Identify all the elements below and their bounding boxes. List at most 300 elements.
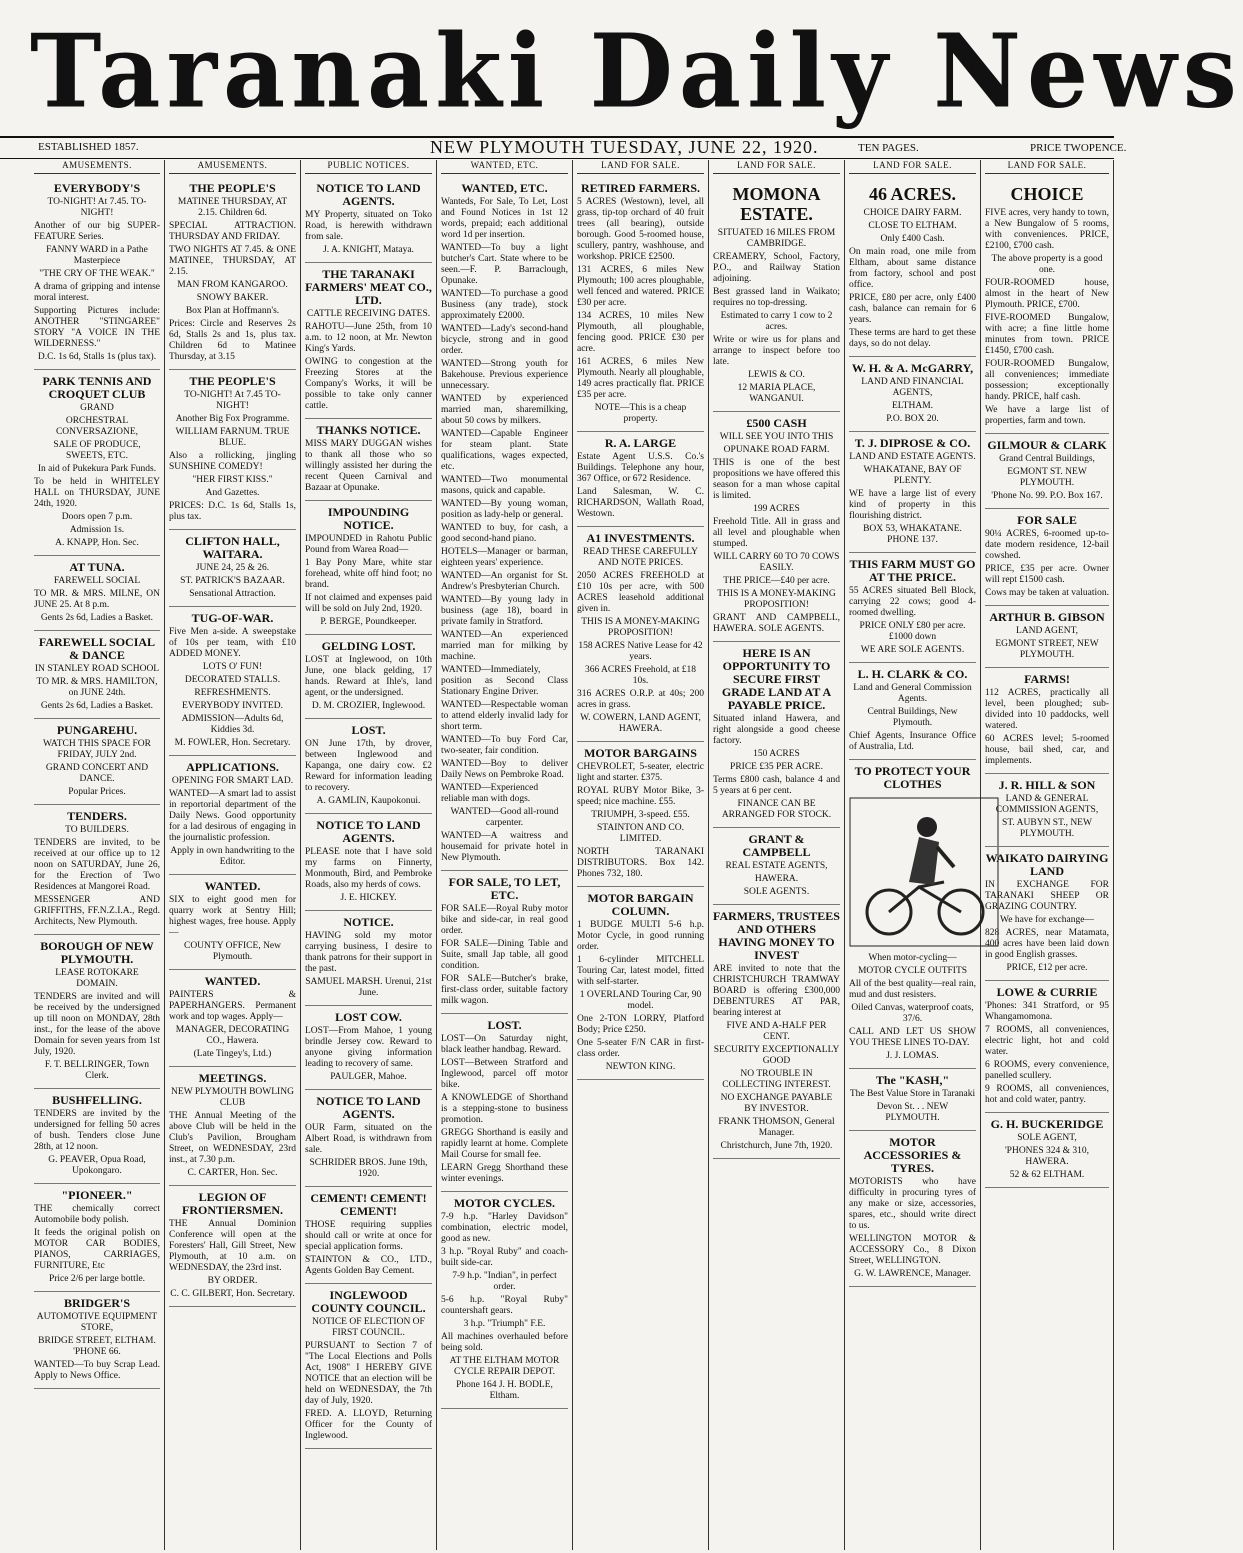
advertisement: [305, 635, 432, 719]
advertisement: [713, 642, 840, 828]
ad-title: CLIFTON HALL, WAITARA.: [185, 534, 280, 561]
ad-text: P. BERGE, Poundkeeper.: [320, 617, 417, 627]
ad-text: FRED. A. LLOYD, Returning Officer for the County of Inglewood.: [305, 1409, 432, 1441]
ad-text: D. M. CROZIER, Inglewood.: [311, 701, 426, 711]
ad-text: LOST—Between Stratford and Inglewood, parcel off motor bike.: [441, 1058, 568, 1090]
ad-text: It feeds the original polish on MOTOR CAR BODIES, PIANOS, CARRIAGES, FURNITURE, Etc: [34, 1228, 160, 1271]
ad-text: NOTE—This is a cheap property.: [594, 403, 687, 424]
ad-text: TENDERS are invited and will be received by the undersigned up till noon on MONDAY, 28th inst., for the lease of the above Domain for seven years from 1st July, 1920.: [34, 992, 160, 1057]
ad-title: MOTOR BARGAIN COLUMN.: [587, 891, 694, 918]
ad-text: WANTED—Two monumental masons, quick and capable.: [441, 475, 568, 496]
ad-title: MOTOR ACCESSORIES & TYRES.: [863, 1135, 962, 1175]
ad-text: WANTED—Good all-round carpenter.: [450, 807, 559, 828]
ad-text: WANTED—To purchase a good Business (any trade), stock approximately £2000.: [441, 289, 568, 321]
column-3: [301, 160, 437, 1550]
advertisement: [577, 742, 704, 887]
advertisement: [169, 177, 296, 370]
ad-text: 9 ROOMS, all conveniences, hot and cold water, pantry.: [985, 1084, 1109, 1105]
ad-text: We have a large list of properties, farm and town.: [985, 405, 1109, 426]
ad-text: WANTED—Strong youth for Bakehouse. Previous experience unnecessary.: [441, 359, 568, 391]
ad-title: THIS FARM MUST GO AT THE PRICE.: [849, 557, 976, 584]
ad-title: WANTED.: [204, 974, 261, 988]
ad-text: A drama of gripping and intense moral interest.: [34, 282, 160, 303]
ad-text: 161 ACRES, 6 miles New Plymouth. Nearly all ploughable, 149 acres practically flat. PRICE £35 per acre.: [577, 357, 704, 400]
ad-title: LOWE & CURRIE: [996, 985, 1098, 999]
ad-text: Estate Agent U.S.S. Co.'s Buildings. Telephone any hour, 367 Office, or 672 Residence.: [577, 452, 704, 484]
advertisement: [577, 887, 704, 1080]
advertisement: [713, 828, 840, 905]
ad-text: LOST at Inglewood, on 10th June, one black gelding, 17 hands. Reward at Ihle's, land agent, or the undersigned.: [305, 655, 432, 698]
advertisement: [985, 774, 1109, 847]
ad-text: 3 h.p. "Royal Ruby" and coach-built side-car.: [441, 1247, 568, 1268]
ad-title: INGLEWOOD COUNTY COUNCIL.: [311, 1288, 426, 1315]
ad-title: EVERYBODY'S: [53, 181, 141, 195]
ad-text: WHAKATANE, BAY OF PLENTY.: [863, 465, 962, 486]
ad-title: AT TUNA.: [69, 560, 125, 574]
ad-text: TENDERS are invited, to be received at our office up to 12 noon on SATURDAY, June 26, for the Erection of Two Residences at Mangorei Road.: [34, 838, 160, 892]
ad-text: FOR SALE—Butcher's brake, first-class order, suitable factory milk wagon.: [441, 974, 568, 1006]
advertisement: [34, 370, 160, 556]
column-header: LAND FOR SALE.: [849, 160, 976, 174]
ad-text: 1 OVERLAND Touring Car, 90 model.: [579, 990, 702, 1011]
ad-text: CREAMERY, School, Factory, P.O., and Railway Station adjoining.: [713, 252, 840, 284]
page-count: TEN PAGES.: [858, 142, 919, 154]
ad-text: 134 ACRES, 10 miles New Plymouth, all ploughable, fencing good. PRICE £30 per acre.: [577, 311, 704, 354]
ad-text: Phone 164 J. H. BODLE, Eltham.: [456, 1380, 553, 1401]
ad-text: LAND AND ESTATE AGENTS.: [849, 452, 976, 462]
advertisement: [169, 875, 296, 970]
ad-text: RAHOTU—June 25th, from 10 a.m. to 12 noon, at Mr. Newton King's Yards.: [305, 322, 432, 354]
ad-text: SOLE AGENT,: [1017, 1133, 1077, 1143]
ad-text: LEWIS & CO.: [748, 370, 805, 380]
ad-text: WILLIAM FARNUM. TRUE BLUE.: [175, 427, 290, 448]
ad-title: BUSHFELLING.: [52, 1093, 142, 1107]
ad-title: WANTED.: [204, 879, 261, 893]
ad-title: THE TARANAKI FARMERS' MEAT CO., LTD.: [305, 267, 432, 307]
ad-text: A. KNAPP, Hon. Sec.: [55, 538, 139, 548]
ad-text: 52 & 62 ELTHAM.: [1009, 1170, 1085, 1180]
ad-text: THE chemically correct Automobile body polish.: [34, 1204, 160, 1225]
ad-text: W. COWERN, LAND AGENT, HAWERA.: [580, 713, 701, 734]
ad-text: 90¼ ACRES, 6-roomed up-to-date modern residence, 12-bail cowshed.: [985, 529, 1109, 561]
ad-text: All of the best quality—real rain, mud and dust resisters.: [849, 979, 976, 1000]
advertisement: [985, 1113, 1109, 1188]
ad-text: Grand Central Buildings,: [999, 454, 1095, 464]
ad-text: 5-6 h.p. "Royal Ruby" countershaft gears.: [441, 1295, 568, 1316]
ad-text: PAINTERS & PAPERHANGERS. Permanent work and top wages. Apply—: [169, 990, 296, 1022]
ad-text: WANTED—Immediately, position as Second Class Stationary Engine Driver.: [441, 665, 568, 697]
ad-text: NORTH TARANAKI DISTRIBUTORS. Box 142. Phones 732, 180.: [577, 847, 704, 879]
ad-title: THANKS NOTICE.: [316, 423, 421, 437]
ad-title: LOST.: [487, 1018, 522, 1032]
advertisement: [849, 553, 976, 663]
ad-text: PRICE, £35 per acre. Owner will rept £1500 cash.: [985, 564, 1109, 585]
ad-text: SALE OF PRODUCE, SWEETS, ETC.: [53, 440, 141, 461]
ad-text: IN EXCHANGE FOR TARANAKI SHEEP OR GRAZING COUNTRY.: [985, 880, 1109, 912]
ad-text: TWO NIGHTS AT 7.45. & ONE MATINEE, THURSDAY, AT 2.15.: [169, 245, 296, 277]
ad-text: 5 ACRES (Westown), level, all grass, tip-top orchard of 40 fruit trees (all bearing), outside borough. Good 5-roomed house, scullery, pantry, washhouse, and workshop. PRICE £2500.: [577, 197, 704, 262]
ad-text: EGMONT ST. NEW PLYMOUTH.: [1007, 467, 1087, 488]
ad-text: Prices: Circle and Reserves 2s 6d, Stalls 2s and 1s, plus tax. Children 6d to Matinee Thursday, at 3.15: [169, 319, 296, 362]
ad-text: MY Property, situated on Toko Road, is herewith withdrawn from sale.: [305, 210, 432, 242]
column-header: PUBLIC NOTICES.: [305, 160, 432, 174]
ad-text: WANTED by experienced married man, sharemilking, about 50 cows by milkers.: [441, 394, 568, 426]
advertisement: [305, 1006, 432, 1090]
ad-text: MOTORISTS who have difficulty in procuring tyres of any make or size, accessories, spares, etc., should write direct to us.: [849, 1177, 976, 1231]
advertisement: [849, 1131, 976, 1287]
ad-text: Supporting Pictures include: ANOTHER "STINGAREE" STORY "A VOICE IN THE WILDERNESS.": [34, 306, 160, 349]
ad-text: WE ARE SOLE AGENTS.: [860, 645, 965, 655]
ad-text: AUTOMOTIVE EQUIPMENT STORE,: [36, 1312, 158, 1333]
advertisement: [34, 805, 160, 935]
ad-text: TO BUILDERS.: [65, 825, 129, 835]
ad-title: R. A. LARGE: [604, 436, 677, 450]
advertisement: [441, 177, 568, 871]
ad-text: CLOSE TO ELTHAM.: [868, 221, 957, 231]
ad-text: The Best Value Store in Taranaki: [849, 1089, 976, 1099]
columns-area: [30, 160, 1114, 1550]
ad-title: MEETINGS.: [198, 1071, 267, 1085]
ad-text: FOUR-ROOMED house, almost in the heart of New Plymouth. PRICE, £700.: [985, 278, 1109, 310]
ad-text: SIX to eight good men for quarry work at Sentry Hill; highest wages, free house. Apply—: [169, 895, 296, 938]
ad-title: PUNGAREHU.: [56, 723, 138, 737]
ad-title: FARMERS, TRUSTEES AND OTHERS HAVING MONEY TO INVEST: [713, 909, 840, 962]
ad-text: Oiled Canvas, waterproof coats, 37/6.: [851, 1003, 974, 1024]
ad-text: ROYAL RUBY Motor Bike, 3-speed; nice machine. £55.: [577, 786, 704, 807]
ad-text: GREGG Shorthand is easily and rapidly learnt at home. Complete Mail Course for small fee.: [441, 1128, 568, 1160]
ad-title: LOST.: [351, 723, 386, 737]
ad-title: MOTOR BARGAINS: [584, 746, 697, 760]
ad-text: 60 ACRES level; 5-roomed house, bail shed, car, and implements.: [985, 734, 1109, 766]
ad-title: CHOICE: [1010, 184, 1084, 204]
advertisement: [34, 556, 160, 631]
ad-text: TENDERS are invited by the undersigned for felling 50 acres of bush. Tenders close June 28th, at 12 noon.: [34, 1109, 160, 1152]
ad-text: ST. AUBYN ST., NEW PLYMOUTH.: [1002, 818, 1092, 839]
ad-text: 'Phone No. 99. P.O. Box 167.: [991, 491, 1103, 501]
ad-text: 828 ACRES, near Matamata, 400 acres have been laid down in good English grasses.: [985, 928, 1109, 960]
ad-text: A KNOWLEDGE of Shorthand is a stepping-stone to business promotion.: [441, 1093, 568, 1125]
ad-text: PLEASE note that I have sold my farms on Finnerty, Monmouth, Bird, and Pembroke Roads, also my herds of cows.: [305, 847, 432, 890]
ad-title: W. H. & A. McGARRY,: [851, 361, 974, 375]
ad-text: Write or wire us for plans and arrange to inspect before too late.: [713, 335, 840, 367]
ad-text: F. T. BELLRINGER, Town Clerk.: [44, 1060, 150, 1081]
ad-title: L. H. CLARK & CO.: [857, 667, 968, 681]
advertisement: [985, 981, 1109, 1113]
ad-text: "THE CRY OF THE WEAK.": [39, 269, 155, 279]
ad-text: IN STANLEY ROAD SCHOOL: [34, 664, 160, 674]
ad-text: Gents 2s 6d, Ladies a Basket.: [40, 701, 154, 711]
advertisement: [305, 177, 432, 263]
advertisement: [305, 263, 432, 419]
advertisement: [169, 1067, 296, 1186]
ad-text: Admission 1s.: [69, 525, 125, 535]
advertisement: [441, 1014, 568, 1192]
ad-title: "PIONEER.": [61, 1188, 133, 1202]
ad-text: TO-NIGHT! At 7.45. TO-NIGHT!: [47, 197, 147, 218]
ad-text: LAND & GENERAL COMMISSION AGENTS,: [995, 794, 1099, 815]
ad-text: HOTELS—Manager or barman, eighteen years' experience.: [441, 547, 568, 568]
advertisement: [34, 719, 160, 805]
ad-text: 199 ACRES: [753, 504, 800, 514]
ad-text: FOR SALE—Dining Table and Suite, small Jap table, all good condition.: [441, 939, 568, 971]
ad-text: PRICE, £80 per acre, only £400 cash, balance can remain for 6 years.: [849, 293, 976, 325]
ad-title: TO PROTECT YOUR CLOTHES: [854, 764, 971, 791]
advertisement: [849, 432, 976, 553]
ad-text: J. E. HICKEY.: [340, 893, 397, 903]
ad-text: A. GAMLIN, Kaupokonui.: [316, 796, 421, 806]
advertisement: [305, 1090, 432, 1187]
ad-text: FOR SALE—Royal Ruby motor bike and side-car, in real good order.: [441, 904, 568, 936]
advertisement: [305, 501, 432, 635]
advertisement: [985, 434, 1109, 509]
ad-text: J. J. LOMAS.: [886, 1051, 939, 1061]
newspaper-title: Taranaki Daily News: [30, 12, 1243, 131]
ad-title: IMPOUNDING NOTICE.: [327, 505, 410, 532]
ad-text: FOUR-ROOMED Bungalow, all conveniences; immediate possession; exceptionally handy. PRICE, half cash.: [985, 359, 1109, 402]
ad-text: TO MR. & MRS. HAMILTON, on JUNE 24th.: [36, 677, 158, 698]
ad-text: G. W. LAWRENCE, Manager.: [854, 1269, 971, 1279]
ad-text: And Gazettes.: [205, 488, 260, 498]
ad-text: Another Big Fox Programme.: [175, 414, 290, 424]
ad-text: SCHRIDER BROS. June 19th, 1920.: [309, 1158, 428, 1179]
ad-text: PRICES: D.C. 1s 6d, Stalls 1s, plus tax.: [169, 501, 296, 522]
ad-text: LAND AGENT,: [1015, 626, 1079, 636]
ad-text: 112 ACRES, practically all level, been ploughed; sub-divided into 10 paddocks, well watered.: [985, 688, 1109, 731]
ad-text: 366 ACRES Freehold, at £18 10s.: [584, 665, 697, 686]
ad-text: 'Phones: 341 Stratford, or 95 Whangamomona.: [985, 1001, 1109, 1022]
ad-text: WANTED to buy, for cash, a good second-hand piano.: [441, 523, 568, 544]
ad-text: One 2-TON LORRY, Platford Body; Price £250.: [577, 1014, 704, 1035]
ad-text: SNOWY BAKER.: [196, 293, 269, 303]
ad-text: MATINEE THURSDAY, AT 2.15. Children 6d.: [177, 197, 288, 218]
ad-text: To be held in WHITELEY HALL on THURSDAY, JUNE 24th, 1920.: [34, 477, 160, 509]
advertisement: [713, 412, 840, 642]
ad-text: EGMONT STREET, NEW PLYMOUTH.: [995, 639, 1099, 660]
ad-title: FOR SALE, TO LET, ETC.: [448, 875, 561, 902]
ad-text: NEWTON KING.: [605, 1062, 676, 1072]
ad-text: Price 2/6 per large bottle.: [48, 1274, 146, 1284]
ad-title: PARK TENNIS AND CROQUET CLUB: [42, 374, 152, 401]
column-header: LAND FOR SALE.: [577, 160, 704, 174]
ad-text: PRICE ONLY £80 per acre. £1000 down: [859, 621, 966, 642]
ad-text: THOSE requiring supplies should call or write at once for special application forms.: [305, 1220, 432, 1252]
advertisement: [34, 177, 160, 370]
ad-text: MOTOR CYCLE OUTFITS: [857, 966, 968, 976]
ad-text: BOX 53, WHAKATANE. PHONE 137.: [863, 524, 962, 545]
ad-text: Apply in own handwriting to the Editor.: [170, 846, 295, 867]
ad-text: CHEVROLET, 5-seater, electric light and starter. £375.: [577, 762, 704, 783]
ad-text: NOTICE OF ELECTION OF FIRST COUNCIL.: [312, 1317, 425, 1338]
advertisement: [169, 756, 296, 875]
ad-text: WANTED—Capable Engineer for steam plant. State qualifications, wages expected, etc.: [441, 429, 568, 472]
column-5: [573, 160, 709, 1550]
column-4: [437, 160, 573, 1550]
ad-title: ARTHUR B. GIBSON: [989, 610, 1105, 624]
ad-text: HAWERA.: [754, 874, 799, 884]
ad-text: SAMUEL MARSH. Urenui, 21st June.: [305, 977, 432, 998]
ad-text: J. A. KNIGHT, Mataya.: [323, 245, 414, 255]
ad-text: PRICE, £12 per acre.: [1006, 963, 1088, 973]
ad-text: Christchurch, June 7th, 1920.: [720, 1141, 833, 1151]
ad-text: Terms £800 cash, balance 4 and 5 years at 6 per cent.: [713, 775, 840, 796]
advertisement: [577, 527, 704, 742]
ad-title: APPLICATIONS.: [186, 760, 279, 774]
advertisement: [985, 606, 1109, 668]
ad-text: 'PHONES 324 & 310, HAWERA.: [1004, 1146, 1090, 1167]
ad-title: GILMOUR & CLARK: [987, 438, 1107, 452]
advertisement: [305, 1284, 432, 1449]
ad-text: 1 Bay Pony Mare, white star forehead, white off hind foot; no brand.: [305, 558, 432, 590]
ad-text: Cows may be taken at valuation.: [985, 588, 1109, 598]
ad-text: COUNTY OFFICE, New Plymouth.: [183, 941, 282, 962]
ad-text: ADMISSION—Adults 6d, Kiddies 3d.: [181, 714, 284, 735]
advertisement: [985, 177, 1109, 434]
dateline-bar: [0, 136, 1127, 159]
ad-text: FIVE acres, very handy to town, a New Bungalow of 5 rooms, with conveniences. PRICE, £2100, £700 cash.: [985, 208, 1109, 251]
ad-text: WANTED—Boy to deliver Daily News on Pembroke Road.: [441, 759, 568, 780]
ad-text: Estimated to carry 1 cow to 2 acres.: [720, 311, 833, 332]
advertisement: [34, 631, 160, 719]
ad-text: If not claimed and expenses paid will be sold on July 2nd, 1920.: [305, 593, 432, 614]
ad-text: WANTED—To buy Scrap Lead. Apply to News Office.: [34, 1360, 160, 1381]
ad-text: Wanteds, For Sale, To Let, Lost and Found Notices in 1st 12 words, prepaid; each additional word 1d per insertion.: [441, 197, 568, 240]
advertisement: [34, 1089, 160, 1184]
ad-text: DECORATED STALLS.: [184, 675, 281, 685]
ad-text: P.O. BOX 20.: [886, 414, 939, 424]
ad-text: ST. PATRICK'S BAZAAR.: [180, 576, 285, 586]
ad-text: WANTED—An organist for St. Andrew's Presbyterian Church.: [441, 571, 568, 592]
advertisement: [34, 1292, 160, 1389]
ad-text: M. FOWLER, Hon. Secretary.: [174, 738, 291, 748]
ad-text: WANTED—To buy a light butcher's Cart. State where to be seen.—F. P. Barraclough, Opunake.: [441, 243, 568, 286]
ad-text: On main road, one mile from Eltham, about same distance from factory, school and post office.: [849, 247, 976, 290]
ad-title: G. H. BUCKERIDGE: [990, 1117, 1104, 1131]
ad-title: LOST COW.: [335, 1010, 402, 1024]
advertisement: [849, 177, 976, 357]
ad-text: 7-9 h.p. "Indian", in perfect order.: [452, 1271, 557, 1292]
ad-text: NO EXCHANGE PAYABLE BY INVESTOR.: [720, 1093, 833, 1114]
ad-text: C. CARTER, Hon. Sec.: [187, 1168, 278, 1178]
ad-title: The "KASH,": [875, 1073, 950, 1087]
ad-text: Situated inland Hawera, and right alongside a good cheese factory.: [713, 714, 840, 746]
ad-text: NO TROUBLE IN COLLECTING INTEREST.: [722, 1069, 831, 1090]
advertisement: [305, 1187, 432, 1284]
ad-text: TO MR. & MRS. MILNE, ON JUNE 25. At 8 p.m.: [34, 589, 160, 610]
ad-text: JUNE 24, 25 & 26.: [195, 563, 270, 573]
ad-text: LOST—From Mahoe, 1 young brindle Jersey cow. Reward to anyone giving information leading to recovery of same.: [305, 1026, 432, 1069]
ad-text: 12 MARIA PLACE, WANGANUI.: [737, 383, 816, 404]
ad-text: THIS IS A MONEY-MAKING PROPOSITION!: [581, 617, 700, 638]
column-header: LAND FOR SALE.: [713, 160, 840, 174]
ad-text: WANTED—By young woman, position as lady-help or general.: [441, 499, 568, 520]
ad-title: TUG-OF-WAR.: [191, 611, 274, 625]
ad-text: ORCHESTRAL CONVERSAZIONE,: [55, 416, 139, 437]
ad-text: OWING to congestion at the Freezing Stores at the Company's Works, it will be possible to take only canner cattle.: [305, 357, 432, 411]
ad-text: OUR Farm, situated on the Albert Road, is withdrawn from sale.: [305, 1123, 432, 1155]
ad-title: NOTICE.: [343, 915, 394, 929]
ad-text: LEASE ROTOKARE DOMAIN.: [55, 968, 139, 989]
ad-text: ARE invited to note that the CHRISTCHURCH TRAMWAY BOARD is offering £300,000 DEBENTURES AT PAR, bearing interest at: [713, 964, 840, 1018]
column-7: [845, 160, 981, 1550]
ad-text: Land and General Commission Agents.: [853, 683, 972, 704]
ad-text: REFRESHMENTS.: [194, 688, 271, 698]
ad-title: LEGION OF FRONTIERSMEN.: [181, 1190, 283, 1217]
ad-title: THE PEOPLE'S: [189, 181, 276, 195]
ad-title: NOTICE TO LAND AGENTS.: [316, 818, 421, 845]
ad-text: BY ORDER.: [207, 1276, 258, 1286]
advertisement: [169, 530, 296, 607]
ad-text: THE Annual Dominion Conference will open at the Foresters' Hall, Gill Street, New Plymouth, at 10 a.m. on WEDNESDAY, the 23rd inst.: [169, 1219, 296, 1273]
ad-text: CHOICE DAIRY FARM.: [863, 208, 962, 218]
ad-text: WILL CARRY 60 TO 70 COWS EASILY.: [713, 552, 840, 573]
ad-text: Gents 2s 6d, Ladies a Basket.: [40, 613, 154, 623]
ad-text: LAND AND FINANCIAL AGENTS,: [861, 377, 964, 398]
ad-text: Freehold Title. All in grass and all level and ploughable when stumped.: [713, 517, 840, 549]
advertisement: [985, 668, 1109, 774]
ad-title: FAREWELL SOCIAL & DANCE: [38, 635, 156, 662]
ad-text: These terms are hard to get these days, so do not delay.: [849, 328, 976, 349]
ad-text: WELLINGTON MOTOR & ACCESSORY Co., 8 Dixon Street, WELLINGTON.: [849, 1234, 976, 1266]
advertisement: [985, 509, 1109, 606]
ad-text: Land Salesman, W. C. RICHARDSON, Wallath Road, Westown.: [577, 487, 704, 519]
ad-text: SPECIAL ATTRACTION. THURSDAY AND FRIDAY.: [169, 221, 296, 242]
advertisement: [713, 177, 840, 412]
ad-text: EVERYBODY INVITED.: [182, 701, 283, 711]
ad-text: SITUATED 16 MILES FROM CAMBRIDGE.: [717, 228, 836, 249]
advertisement: [305, 814, 432, 911]
column-1: [30, 160, 165, 1550]
ad-text: MANAGER, DECORATING CO., Hawera.: [175, 1025, 290, 1046]
ad-text: 7 ROOMS, all conveniences, electric light, hot and cold water.: [985, 1025, 1109, 1057]
column-header: LAND FOR SALE.: [985, 160, 1109, 174]
ad-text: G. PEAVER, Opua Road, Upokongaro.: [48, 1155, 146, 1176]
ad-text: We have for exchange—: [1000, 915, 1094, 925]
advertisement: [305, 419, 432, 501]
ad-title: FARMS!: [1024, 672, 1070, 686]
ad-text: OPENING FOR SMART LAD.: [171, 776, 294, 786]
ad-text: LOST—On Saturday night, black leather handbag. Reward.: [441, 1034, 568, 1055]
ad-text: WANTED—Experienced reliable man with dogs.: [441, 783, 539, 804]
ad-text: THE PRICE—£40 per acre.: [723, 576, 830, 586]
ad-text: Chief Agents, Insurance Office of Australia, Ltd.: [849, 731, 976, 752]
ad-text: NEW PLYMOUTH BOWLING CLUB: [171, 1087, 294, 1108]
ad-title: MOTOR CYCLES.: [453, 1196, 556, 1210]
ad-title: THE PEOPLE'S: [189, 374, 276, 388]
ad-text: TO-NIGHT! At 7.45 TO-NIGHT!: [184, 390, 281, 411]
ad-text: MAN FROM KANGAROO.: [177, 280, 288, 290]
advertisement: [441, 871, 568, 1014]
ad-text: 150 ACRES: [753, 749, 800, 759]
ad-text: WANTED—Respectable woman to attend elderly invalid lady for short term.: [441, 700, 568, 732]
ad-text: WANTED—A smart lad to assist in reportorial department of the Daily News. Good opportunity for a lad desirous of engaging in the journalistic profession.: [169, 789, 296, 843]
ad-text: FANNY WARD in a Pathe Masterpiece: [46, 245, 148, 266]
ad-text: In aid of Pukekura Park Funds.: [37, 464, 157, 474]
ad-title: £500 CASH: [746, 416, 807, 430]
ad-text: Another of our big SUPER-FEATURE Series.: [34, 221, 160, 242]
ad-title: GRANT & CAMPBELL: [742, 832, 811, 859]
ad-text: WATCH THIS SPACE FOR FRIDAY, JULY 2nd.: [43, 739, 151, 760]
ad-text: ELTHAM.: [891, 401, 934, 411]
ad-text: Doors open 7 p.m.: [61, 512, 133, 522]
ad-text: IMPOUNDED in Rahotu Public Pound from Warea Road—: [305, 534, 432, 555]
ad-title: J. R. HILL & SON: [998, 778, 1096, 792]
ad-title: RETIRED FARMERS.: [580, 181, 701, 195]
column-2: [165, 160, 301, 1550]
ad-text: D.C. 1s 6d, Stalls 1s (plus tax).: [37, 352, 157, 362]
ad-text: FINANCE CAN BE ARRANGED FOR STOCK.: [721, 799, 832, 820]
ad-text: LEARN Gregg Shorthand these winter evenings.: [441, 1163, 568, 1184]
ad-text: WANTED—Lady's second-hand bicycle, strong and in good order.: [441, 324, 568, 356]
